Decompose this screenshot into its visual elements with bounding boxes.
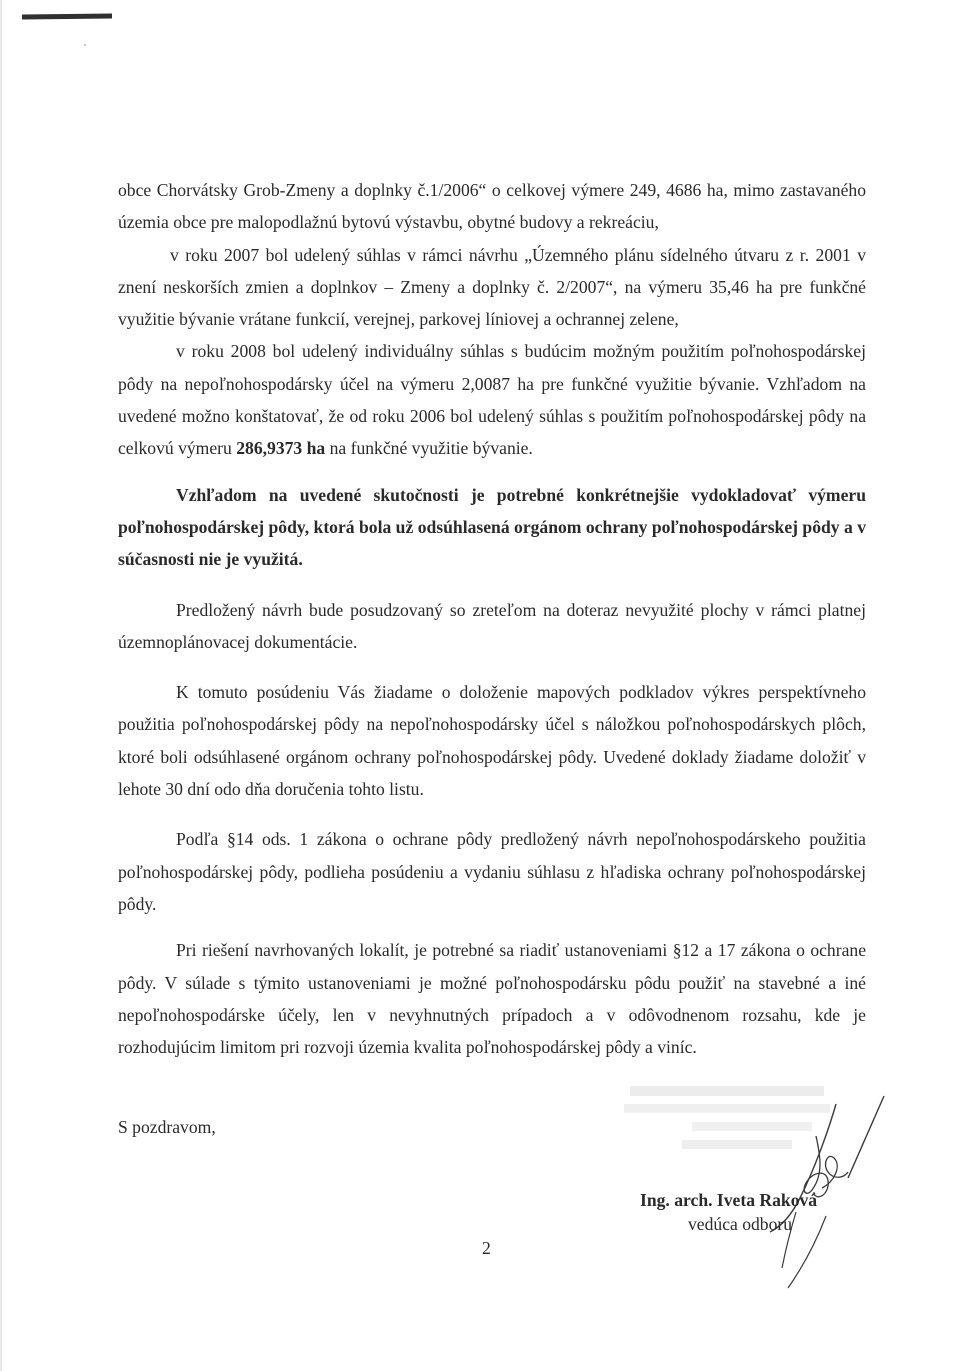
paragraph-2008-text: v roku 2008 bol udelený individuálny súhlas s budúcim možným použitím poľnohospodárskej pôdy na nepoľnohospodársky účel na výmeru 2,0087 ha pre funkčné využitie bývanie. Vzhľadom na uvedené možno konštatovať, že od roku 2006 bol udelený súhlas s použitím poľnohospodárskej pôdy na celkovú výmeru — [118, 341, 866, 459]
total-area-value: 286,9373 ha — [236, 438, 326, 459]
paragraph-continuation: obce Chorvátsky Grob-Zmeny a doplnky č.1/2006“ o celkovej výmere 249, 4686 ha, mimo zastavaného územia obce pre malopodlažnú bytovú výstavbu, obytné budovy a rekreáciu, — [118, 180, 866, 233]
paragraph-2007-consent: v roku 2007 bol udelený súhlas v rámci návrhu „Územného plánu sídelného útvaru z r. 2001 v znení neskorších zmien a doplnkov – Zmeny a doplnky č. 2/2007“, na výmeru 35,46 ha pre funkčné využitie bývanie vrátane funkcií, verejnej, parkovej líniovej a ochrannej zelene, — [118, 244, 866, 330]
paragraph-proposal-assessment: Predložený návrh bude posudzovaný so zreteľom na doteraz nevyužité plochy v rámci platnej územnoplánovacej dokumentácie. — [118, 599, 866, 652]
signer-title: vedúca odboru — [688, 1214, 793, 1234]
paragraph-locality-rules: Pri riešení navrhovaných lokalít, je potrebné sa riadiť ustanoveniami §12 a 17 zákona o ochrane pôdy. V súlade s týmito ustanoveniami je možné poľnohospodársku pôdu použiť na stavebné a iné nepoľnohospodárske účely, len v nevyhnutných prípadoch a v odôvodnenom rozsahu, kde je rozhodujúcim limitom pri rozvoji územia kvalita poľnohospodárskej pôdy a viníc. — [118, 940, 866, 1058]
paragraph-document-request: K tomuto posúdeniu Vás žiadame o doloženie mapových podkladov výkres perspektívneho použitia poľnohospodárskej pôdy na nepoľnohospodársky účel s náložkou poľnohospodárskych plôch, ktoré boli odsúhlasené orgánom ochrany poľnohospodárskej pôdy. Uvedené doklady žiadame doložiť v lehote 30 dní odo dňa doručenia tohto listu. — [118, 682, 866, 800]
page-number: 2 — [482, 1238, 491, 1258]
paragraph-2008-tail: na funkčné využitie bývanie. — [325, 438, 533, 459]
paragraph-legal-basis: Podľa §14 ods. 1 zákona o ochrane pôdy predložený návrh nepoľnohospodárskeho použitia poľnohospodárskej pôdy, podlieha posúdeniu a vydaniu súhlasu z hľadiska ochrany poľnohospodárskej pôdy. — [118, 829, 866, 914]
closing-greeting: S pozdravom, — [118, 1117, 216, 1137]
paragraph-2008-consent — [118, 335, 866, 464]
scan-top-mark — [22, 14, 112, 20]
letter-body — [118, 174, 866, 1063]
paragraph-requirement-bold: Vzhľadom na uvedené skutočnosti je potrebné konkrétnejšie vydokladovať výmeru poľnohospodárskej pôdy, ktorá bola už odsúhlasená orgánom ochrany poľnohospodárskej pôdy a v súčasnosti nie je využitá. — [118, 484, 866, 570]
scan-speck — [84, 44, 86, 46]
signer-name: Ing. arch. Iveta Raková — [640, 1190, 818, 1210]
